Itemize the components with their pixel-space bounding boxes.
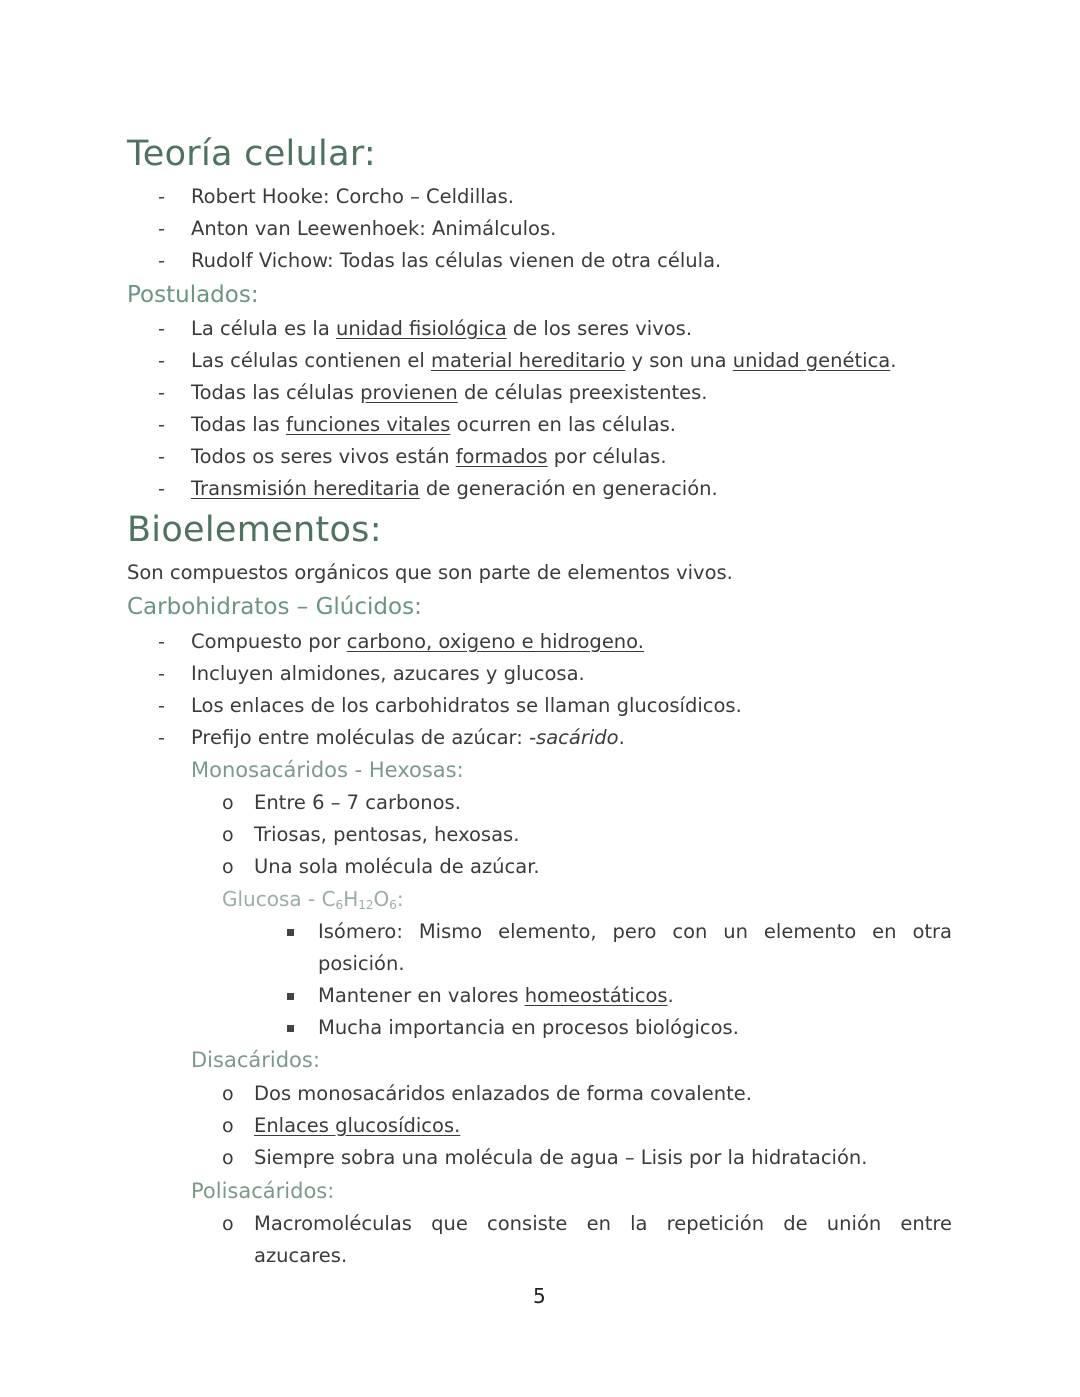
- list-item: Rudolf Vichow: Todas las células vienen de otra célula.: [191, 249, 722, 272]
- circle-bullet: o: [222, 824, 234, 846]
- list-item: Los enlaces de los carbohidratos se llaman glucosídicos.: [191, 694, 742, 717]
- list-item: Triosas, pentosas, hexosas.: [254, 823, 520, 846]
- list-item: Todos os seres vivos están formados por células.: [191, 445, 667, 468]
- heading-teoria-celular: Teoría celular:: [127, 134, 376, 174]
- dash-bullet: -: [158, 382, 165, 404]
- list-item: Mucha importancia en procesos biológicos.: [318, 1016, 739, 1039]
- list-item: Mantener en valores homeostáticos.: [318, 984, 674, 1007]
- circle-bullet: o: [222, 1115, 234, 1137]
- list-item: La célula es la unidad fisiológica de los seres vivos.: [191, 317, 693, 340]
- circle-bullet: o: [222, 1147, 234, 1169]
- list-item: Las células contienen el material hereditario y son una unidad genética.: [191, 349, 897, 372]
- dash-bullet: -: [158, 446, 165, 468]
- list-item: Dos monosacáridos enlazados de forma covalente.: [254, 1082, 752, 1105]
- dash-bullet: -: [158, 218, 165, 240]
- heading-bioelementos: Bioelementos:: [127, 510, 382, 550]
- heading-postulados: Postulados:: [127, 282, 259, 308]
- list-item: Incluyen almidones, azucares y glucosa.: [191, 662, 585, 685]
- square-bullet: [287, 993, 294, 1000]
- list-item: Anton van Leewenhoek: Animálculos.: [191, 217, 557, 240]
- list-item: Siempre sobra una molécula de agua – Lisis por la hidratación.: [254, 1146, 868, 1169]
- list-item: Todas las funciones vitales ocurren en las células.: [191, 413, 676, 436]
- list-item-continuation: posición.: [318, 952, 405, 975]
- square-bullet: [287, 929, 294, 936]
- heading-monosacaridos: Monosacáridos - Hexosas:: [191, 758, 464, 782]
- square-bullet: [287, 1025, 294, 1032]
- dash-bullet: -: [158, 186, 165, 208]
- list-item: Transmisión hereditaria de generación en generación.: [191, 477, 718, 500]
- page-number: 5: [533, 1284, 546, 1308]
- list-item: Compuesto por carbono, oxigeno e hidrogeno.: [191, 630, 644, 653]
- list-item: Robert Hooke: Corcho – Celdillas.: [191, 185, 514, 208]
- dash-bullet: -: [158, 727, 165, 749]
- list-item: Prefijo entre moléculas de azúcar: -sacárido.: [191, 726, 625, 749]
- dash-bullet: -: [158, 663, 165, 685]
- dash-bullet: -: [158, 631, 165, 653]
- list-item: Una sola molécula de azúcar.: [254, 855, 540, 878]
- circle-bullet: o: [222, 1213, 234, 1235]
- dash-bullet: -: [158, 318, 165, 340]
- dash-bullet: -: [158, 414, 165, 436]
- dash-bullet: -: [158, 695, 165, 717]
- heading-disacaridos: Disacáridos:: [191, 1048, 320, 1072]
- list-item: Enlaces glucosídicos.: [254, 1114, 461, 1137]
- list-item: Macromoléculas que consiste en la repetición de unión entre: [254, 1212, 952, 1235]
- intro-text: Son compuestos orgánicos que son parte de elementos vivos.: [127, 561, 733, 584]
- circle-bullet: o: [222, 856, 234, 878]
- list-item: Entre 6 – 7 carbonos.: [254, 791, 461, 814]
- list-item: Isómero: Mismo elemento, pero con un elemento en otra: [318, 920, 952, 943]
- list-item: Todas las células provienen de células preexistentes.: [191, 381, 708, 404]
- circle-bullet: o: [222, 792, 234, 814]
- dash-bullet: -: [158, 250, 165, 272]
- heading-carbohidratos: Carbohidratos – Glúcidos:: [127, 594, 422, 620]
- circle-bullet: o: [222, 1083, 234, 1105]
- heading-glucosa: Glucosa - $C_6H_{12}O_6$:: [222, 887, 404, 912]
- heading-polisacaridos: Polisacáridos:: [191, 1179, 335, 1203]
- list-item-continuation: azucares.: [254, 1244, 348, 1267]
- dash-bullet: -: [158, 478, 165, 500]
- dash-bullet: -: [158, 350, 165, 372]
